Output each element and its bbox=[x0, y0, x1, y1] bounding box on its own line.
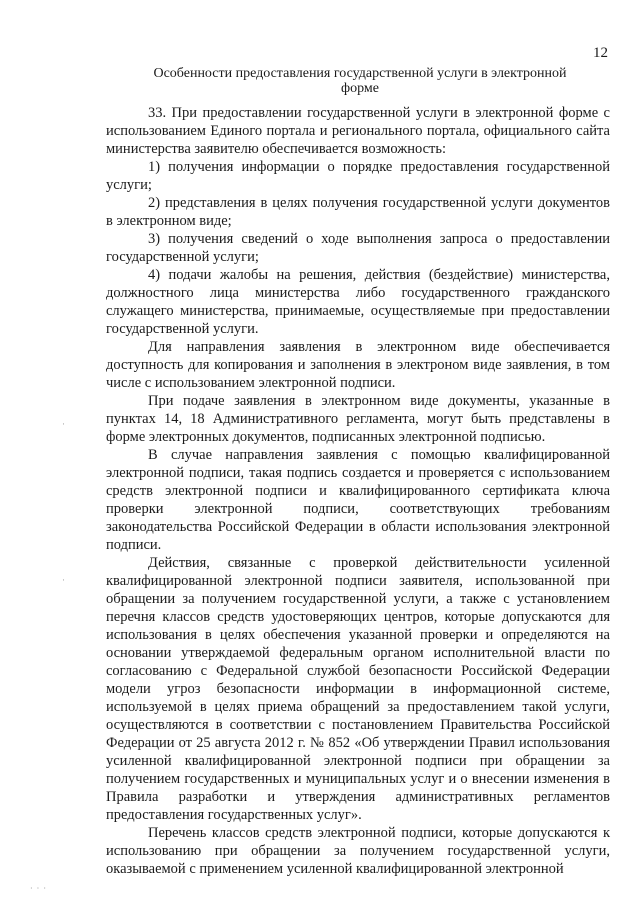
paragraph: 4) подачи жалобы на решения, действия (бездействие) министерства, должностного лица министерства либо государственного гражданского служащего министерства, принимаемые, осуществляемые при предоставлении государственной услуги. bbox=[106, 267, 610, 337]
scan-artifact-mark: · bbox=[62, 419, 65, 429]
paragraph: При подаче заявления в электронном виде документы, указанные в пунктах 14, 18 Административного регламента, могут быть представлены в форме электронных документов, подписанных электронной подписью. bbox=[106, 393, 610, 445]
paragraph: Действия, связанные с проверкой действительности усиленной квалифицированной электронной подписи заявителя, использованной при обращении за получением государственной услуги, а также с установлением перечня классов средств удостоверяющих центров, которые допускаются для использования в целях обеспечения указанной проверки и определяются на основании утверждаемой федеральным органом исполнительной власти по согласованию с Федеральной службой безопасности Российской Федерации модели угроз безопасности информации в информационной системе, используемой в целях приема обращений за предоставлением такой услуги, осуществляются в соответствии с постановлением Правительства Российской Федерации от 25 августа 2012 г. № 852 «Об утверждении Правил использования усиленной квалифицированной электронной подписи при обращении за получением государственных и муниципальных услуг и о внесении изменения в Правила разработки и утверждения административных регламентов предоставления государственных услуг». bbox=[106, 555, 610, 823]
page-number: 12 bbox=[593, 45, 608, 61]
paragraph: Для направления заявления в электронном виде обеспечивается доступность для копирования и заполнения в электроном виде заявления, в том числе с использованием электронной подписи. bbox=[106, 339, 610, 391]
paragraph: В случае направления заявления с помощью квалифицированной электронной подписи, такая подпись создается и проверяется с использованием средств электронной подписи и квалифицированного сертификата ключа проверки электронной подписи, соответствующих требованиям законодательства Российской Федерации в области использования электронной подписи. bbox=[106, 447, 610, 553]
section-title: Особенности предоставления государственной услуги в электронной форме bbox=[153, 66, 567, 96]
document-body bbox=[106, 104, 610, 878]
scan-artifact-mark: · bbox=[62, 575, 65, 585]
paragraph: 3) получения сведений о ходе выполнения запроса о предоставлении государственной услуги; bbox=[106, 231, 610, 265]
paragraph: 33. При предоставлении государственной услуги в электронной форме с использованием Единого портала и регионального портала, официального сайта министерства заявителю обеспечивается возможность: bbox=[106, 105, 610, 157]
scan-artifact-edge: · · · bbox=[30, 884, 47, 893]
paragraph: Перечень классов средств электронной подписи, которые допускаются к использованию при обращении за получением государственной услуги, оказываемой с применением усиленной квалифицированной электронной bbox=[106, 825, 610, 877]
paragraph: 2) представления в целях получения государственной услуги документов в электронном виде; bbox=[106, 195, 610, 229]
paragraph: 1) получения информации о порядке предоставления государственной услуги; bbox=[106, 159, 610, 193]
